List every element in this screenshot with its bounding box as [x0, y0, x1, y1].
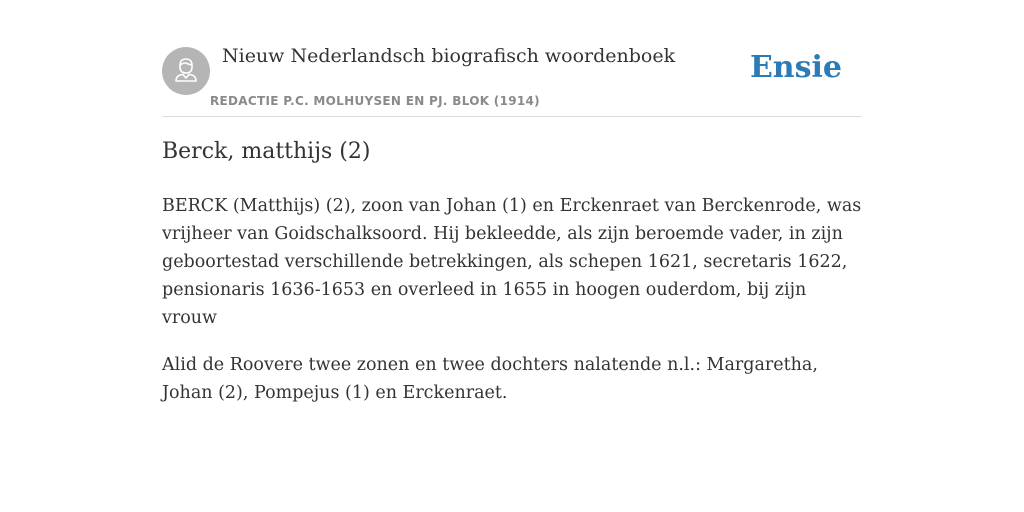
entry-paragraph: Alid de Roovere twee zonen en twee dochters nalatende n.l.: Margaretha, Johan (2), Pompejus (1) en Erckenraet. [162, 355, 818, 403]
source-header [162, 44, 862, 117]
user-icon [171, 54, 201, 89]
source-editors: REDACTIE P.C. MOLHUYSEN EN PJ. BLOK (1914) [210, 94, 540, 108]
avatar[interactable] [162, 47, 210, 95]
brand-logo[interactable]: Ensie [749, 50, 842, 85]
source-title[interactable]: Nieuw Nederlandsch biografisch woordenboek [222, 45, 676, 67]
entry-paragraph: BERCK (Matthijs) (2), zoon van Johan (1) en Erckenraet van Berckenrode, was vrijheer van Goidschalksoord. Hij bekleedde, als zijn beroemde vader, in zijn geboortestad verschillende betrekkingen, als schepen 1621, secretaris 1622, pensionaris 1636-1653 en overleed in 1655 in hoogen ouderdom, bij zijn vrouw [162, 196, 862, 328]
entry-body [162, 192, 862, 426]
entry-title: Berck, matthijs (2) [162, 139, 371, 164]
